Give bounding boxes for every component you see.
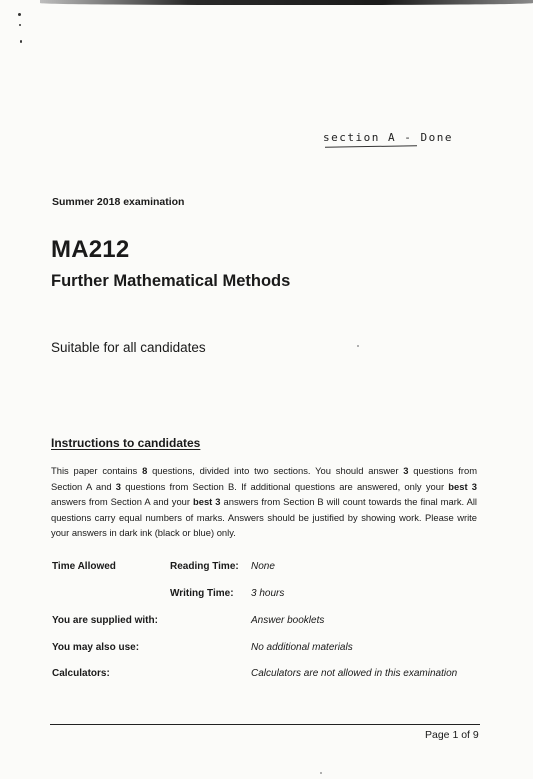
suitability-note: Suitable for all candidates [51,340,206,355]
instructions-heading: Instructions to candidates [51,436,201,450]
time-allowed-label: Time Allowed [52,561,116,572]
supplied-label: You are supplied with: [52,615,158,626]
writing-time-label: Writing Time: [170,588,234,599]
scan-speck [19,24,21,26]
scan-speck [18,13,21,16]
exam-session: Summer 2018 examination [52,196,185,208]
reading-time-label: Reading Time: [170,561,239,572]
scan-dot [357,345,359,347]
page-number: Page 1 of 9 [425,729,479,741]
calculators-label: Calculators: [52,668,110,679]
course-code: MA212 [51,236,130,263]
course-title: Further Mathematical Methods [51,272,291,290]
may-use-value: No additional materials [251,642,353,653]
scan-edge-shadow [40,0,533,5]
scan-speck [20,40,22,43]
may-use-label: You may also use: [52,642,140,653]
calculators-value: Calculators are not allowed in this examination [251,668,458,679]
scan-dot [320,772,322,774]
handwritten-annotation: section A - Done [323,131,453,144]
writing-time-value: 3 hours [251,588,285,599]
footer-rule [50,724,480,725]
handwritten-underline [325,145,417,148]
reading-time-value: None [251,561,275,572]
supplied-value: Answer booklets [251,615,325,626]
instructions-text: This paper contains 8 questions, divided into two sections. You should answer 3 questions from Section A and 3 questions from Section B. If additional questions are answered, only your best 3 answers from Section A and your best 3 answers from Section B will count towards the final mark. All questions carry equal numbers of marks. Answers should be justified by showing work. Please write your answers in dark ink (black or blue) only. [51,465,478,538]
